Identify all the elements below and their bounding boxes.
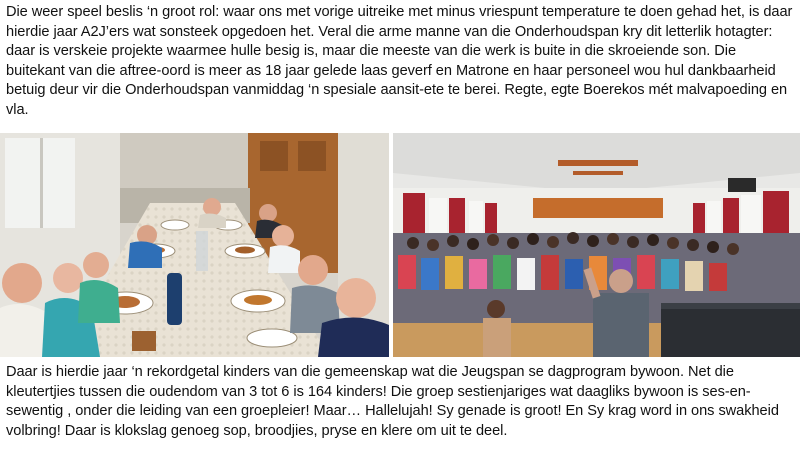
bottom-paragraph: Daar is hierdie jaar ‘n rekordgetal kinders van die gemeenskap wat die Jeugspan se dagprogram bywoon. Net die kleutertjies tussen die oudendom van 3 tot 6 is 164 kinders! Die groep sestienjariges wat daagliks bywoon is ses-en-sewentig , onder die leiding van een groepleier! Maar… Hallelujah! Sy genade is groot! En Sy krag word in ons swakheid volbring! Daar is klokslag genoeg sop, broodjies, pryse en klere om uit te deel. xyxy=(6,364,779,439)
dinner-table-photo xyxy=(0,133,389,357)
photo-strip xyxy=(0,133,800,357)
top-paragraph: Die weer speel beslis ‘n groot rol: waar ons met vorige uitreike met minus vriespunt temperature te doen gehad het, is daar hierdie jaar A2J’ers wat sonsteek opgedoen het. Veral die arme manne van die Onderhoudspan kry dit letterlik hotagter: daar is verskeie projekte waarmee hulle besig is, maar die meeste van die werk is buite in die skroeiende son. Die buitekant van die aftree-oord is meer as 18 jaar gelede laas geverf en Matrone en haar personeel wou hul dankbaarheid betuig deur vir die Onderhoudspan vanmiddag ‘n spesiale aansit-ete te berei. Regte, egte Boerekos mét malvapoeding en vla. xyxy=(6,4,793,118)
children-hall-photo xyxy=(393,133,800,357)
